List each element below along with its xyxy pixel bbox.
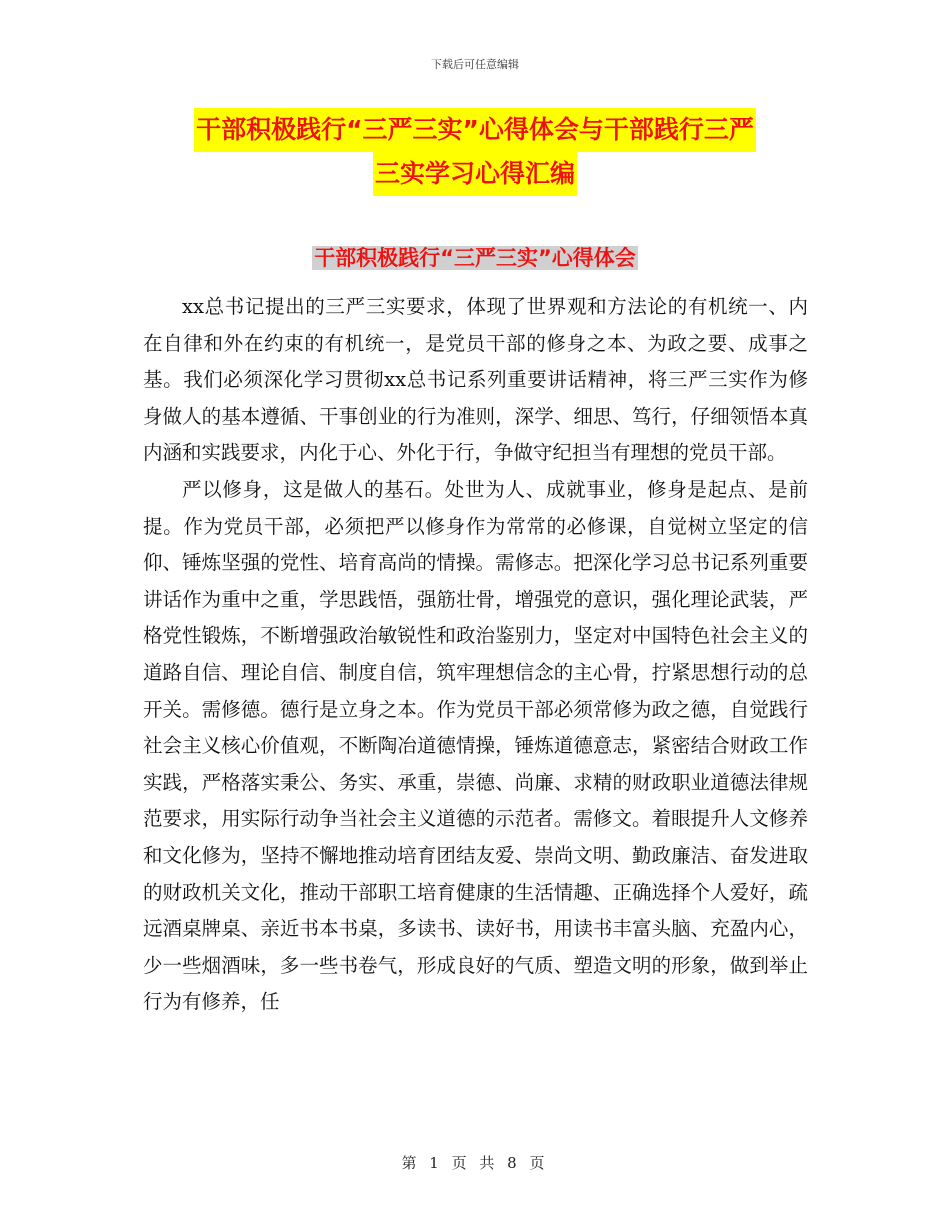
header-note: 下载后可任意编辑 [431,58,519,71]
paragraph: 严以修身，这是做人的基石。处世为人、成就事业，修身是起点、是前提。作为党员干部，必须把严以修身作为常常的必修课，自觉树立坚定的信仰、锤炼坚强的党性、培育高尚的情操。需修志。把深化学习总书记系列重要讲话作为重中之重，学思践悟，强筋壮骨，增强党的意识，强化理论武装，严格党性锻炼，不断增强政治敏锐性和政治鉴别力，坚定对中国特色社会主义的道路自信、理论自信、制度自信，筑牢理想信念的主心骨，拧紧思想行动的总开关。需修德。德行是立身之本。作为党员干部必须常修为政之德，自觉践行社会主义核心价值观，不断陶冶道德情操，锤炼道德意志，紧密结合财政工作实践，严格落实秉公、务实、承重，崇德、尚廉、求精的财政职业道德法律规范要求，用实际行动争当社会主义道德的示范者。需修文。着眼提升人文修养和文化修为，坚持不懈地推动培育团结友爱、崇尚文明、勤政廉洁、奋发进取的财政机关文化，推动干部职工培育健康的生活情趣、正确选择个人爱好，疏远酒桌牌桌、亲近书本书桌，多读书、读好书，用读书丰富头脑、充盈内心，少一些烟酒味，多一些书卷气，形成良好的气质、塑造文明的形象，做到举止行为有修养，任 [143,477,808,1014]
page-footer: 第 1 页 共 8 页 [401,1154,549,1172]
body-text [143,289,808,1021]
section-title [0,240,950,276]
document-title-line-1: 干部积极践行“三严三实”心得体会与干部践行三严 [194,108,756,152]
section-title-text: 干部积极践行“三严三实”心得体会 [314,246,636,270]
document-title [0,108,950,196]
paragraph: xx总书记提出的三严三实要求，体现了世界观和方法论的有机统一、内在自律和外在约束的有机统一，是党员干部的修身之本、为政之要、成事之基。我们必须深化学习贯彻xx总书记系列重要讲话精神，将三严三实作为修身做人的基本遵循、干事创业的行为准则，深学、细思、笃行，仔细领悟本真内涵和实践要求，内化于心、外化于行，争做守纪担当有理想的党员干部。 [143,295,808,465]
document-title-line-2: 三实学习心得汇编 [373,152,577,196]
